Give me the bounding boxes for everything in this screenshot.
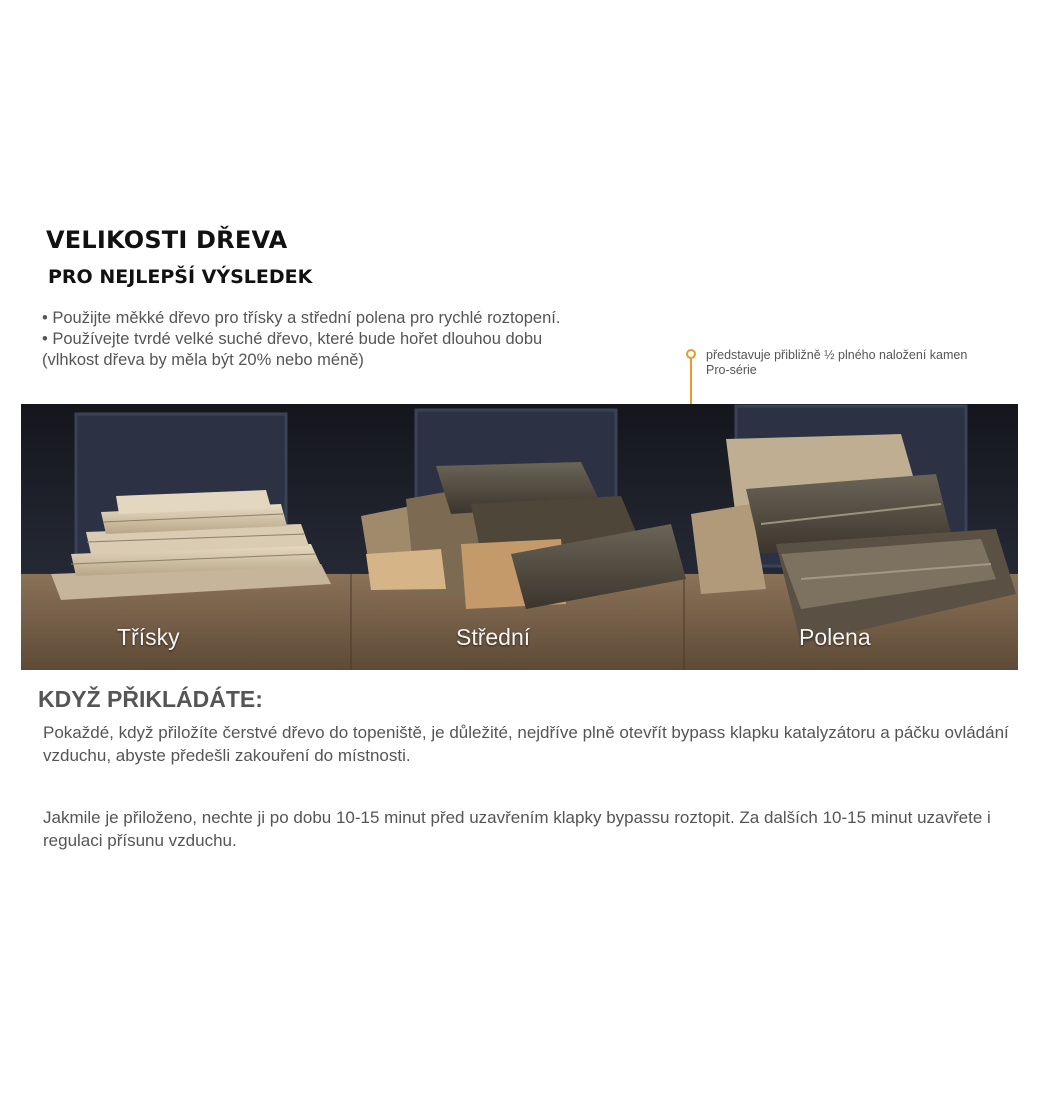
photo-label-medium: Střední	[456, 624, 531, 650]
photo-label-kindling: Třísky	[117, 624, 180, 650]
annotation-note	[706, 348, 1026, 378]
bullet-item: (vlhkost dřeva by měla být 20% nebo méně)	[42, 351, 364, 369]
bullet-item: • Používejte tvrdé velké suché dřevo, které bude hořet dlouhou dobu	[42, 330, 543, 348]
section-heading: KDYŽ PŘIKLÁDÁTE:	[38, 686, 263, 712]
firewood-photo-strip	[21, 404, 1018, 670]
section-paragraph-2: Jakmile je přiloženo, nechte ji po dobu 10-15 minut před uzavřením klapky bypassu roztopit. Za dalších 10-15 minut uzavřete i regulaci přísunu vzduchu.	[43, 808, 991, 850]
page-subtitle: PRO NEJLEPŠÍ VÝSLEDEK	[48, 266, 313, 288]
bullet-item: • Použijte měkké dřevo pro třísky a střední polena pro rychlé roztopení.	[42, 309, 561, 327]
photo-label-logs: Polena	[799, 624, 871, 650]
annotation-line-2: Pro-série	[706, 363, 757, 377]
annotation-line-1: představuje přibližně ½ plného naložení kamen	[706, 348, 968, 362]
section-paragraph-1: Pokaždé, když přiložíte čerstvé dřevo do topeniště, je důležité, nejdříve plně otevřít bypass klapku katalyzátoru a páčku ovládání vzduchu, abyste předešli zakouření do místnosti.	[43, 723, 1009, 765]
bullet-list	[42, 308, 702, 371]
page-title: VELIKOSTI DŘEVA	[46, 226, 288, 254]
